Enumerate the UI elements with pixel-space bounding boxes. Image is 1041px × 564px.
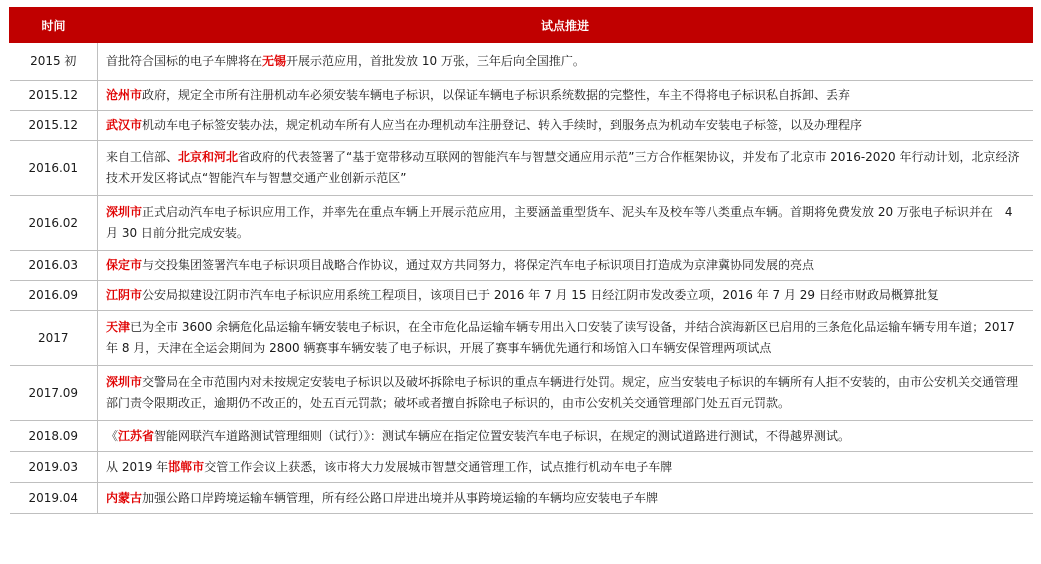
table-body — [10, 43, 1033, 514]
row-content — [98, 141, 1033, 196]
content-text: 与交投集团签署汽车电子标识项目战略合作协议，通过双方共同努力，将保定汽车电子标识项目打造成为京津冀协同发展的亮点 — [142, 258, 815, 272]
content-text: 首批符合国标的电子车牌将在 — [106, 54, 263, 68]
highlight-location: 武汉市 — [106, 118, 143, 132]
content-text: 省政府的代表签署了“基于宽带移动互联网的智能汽车与智慧交通应用示范”三方合作框架协议，并发布了北京市 2016-2020 年行动计划，北京经济技术开发区将试点“智能汽车与智慧交通产业创新示范区” — [106, 150, 1020, 185]
highlight-location: 深圳市 — [106, 375, 143, 389]
table-row — [10, 366, 1033, 421]
row-time: 2017 — [10, 311, 98, 366]
row-time: 2019.03 — [10, 452, 98, 483]
highlight-location: 天津 — [106, 320, 131, 334]
row-time: 2016.01 — [10, 141, 98, 196]
row-content — [98, 81, 1033, 111]
row-time: 2016.02 — [10, 196, 98, 251]
table-row — [10, 483, 1033, 514]
content-text: 智能网联汽车道路测试管理细则（试行）》：测试车辆应在指定位置安装汽车电子标识，在规定的测试道路进行测试，不得越界测试。 — [154, 428, 851, 443]
row-content — [98, 196, 1033, 251]
row-time: 2017.09 — [10, 366, 98, 421]
table-row — [10, 81, 1033, 111]
table-row — [10, 251, 1033, 281]
table-header-row — [10, 8, 1033, 43]
row-content — [98, 281, 1033, 311]
content-text: 公安局拟建设江阴市汽车电子标识应用系统工程项目，该项目已于 2016 年 7 月 15 日经江阴市发改委立项，2016 年 7 月 29 日经市财政局概算批复 — [142, 288, 939, 302]
pilot-timeline-table — [9, 7, 1033, 514]
row-time: 2016.09 — [10, 281, 98, 311]
table-row — [10, 281, 1033, 311]
table-row — [10, 196, 1033, 251]
table-row — [10, 452, 1033, 483]
highlight-location: 邯郸市 — [168, 459, 205, 474]
content-text: 从 2019 年 — [106, 459, 169, 474]
content-text: 已为全市 3600 余辆危化品运输车辆安装电子标识，在全市危化品运输车辆专用出入口安装了读写设备，并结合滨海新区已启用的三条危化品运输车辆专用车道；2017 年 8 月，天津在全运会期间为 2800 辆赛事车辆安装了电子标识，开展了赛事车辆优先通行和场馆入口车辆安保管理两项试点 — [106, 320, 1015, 355]
row-content — [98, 251, 1033, 281]
table-row — [10, 43, 1033, 81]
content-text: 来自工信部、 — [106, 150, 179, 164]
content-text: 政府，规定全市所有注册机动车必须安装车辆电子标识，以保证车辆电子标识系统数据的完整性，车主不得将电子标识私自拆卸、丢弃 — [142, 88, 851, 102]
row-content — [98, 311, 1033, 366]
row-time: 2015 初 — [10, 43, 98, 81]
table-row — [10, 421, 1033, 452]
content-text: 交管工作会议上获悉，该市将大力发展城市智慧交通管理工作，试点推行机动车电子车牌 — [204, 459, 673, 474]
row-content — [98, 452, 1033, 483]
table-row — [10, 141, 1033, 196]
content-text: 正式启动汽车电子标识应用工作，并率先在重点车辆上开展示范应用，主要涵盖重型货车、泥头车及校车等八类重点车辆。首期将免费发放 20 万张电子标识并在 4 月 30 日前分批完成安装。 — [106, 205, 1013, 240]
row-content — [98, 421, 1033, 452]
highlight-location: 北京和河北 — [178, 150, 239, 164]
row-content — [98, 483, 1033, 514]
highlight-location: 内蒙古 — [106, 490, 143, 505]
highlight-location: 无锡 — [262, 54, 287, 68]
content-text: 开展示范应用，首批发放 10 万张，三年后向全国推广。 — [286, 54, 585, 68]
header-content: 试点推进 — [98, 8, 1033, 43]
highlight-location: 江苏省 — [118, 428, 155, 443]
content-text: 机动车电子标签安装办法，规定机动车所有人应当在办理机动车注册登记、转入手续时，到服务点为机动车安装电子标签，以及办理程序 — [142, 118, 863, 132]
row-content — [98, 43, 1033, 81]
table-row — [10, 111, 1033, 141]
row-time: 2015.12 — [10, 81, 98, 111]
content-text: 交警局在全市范围内对未按规定安装电子标识以及破坏拆除电子标识的重点车辆进行处罚。规定，应当安装电子标识的车辆所有人拒不安装的，由市公安机关交通管理部门责令限期改正，逾期仍不改正的，处五百元罚款；破坏或者擅自拆除电子标识的，由市公安机关交通管理部门处五百元罚款。 — [106, 375, 1019, 410]
table-row — [10, 311, 1033, 366]
row-time: 2018.09 — [10, 421, 98, 452]
highlight-location: 沧州市 — [106, 88, 143, 102]
row-content — [98, 111, 1033, 141]
highlight-location: 保定市 — [106, 258, 143, 272]
row-content — [98, 366, 1033, 421]
content-text: 加强公路口岸跨境运输车辆管理，所有经公路口岸进出境并从事跨境运输的车辆均应安装电子车牌 — [142, 490, 659, 505]
content-text: 《 — [106, 428, 119, 443]
row-time: 2015.12 — [10, 111, 98, 141]
highlight-location: 江阴市 — [106, 288, 143, 302]
highlight-location: 深圳市 — [106, 205, 143, 219]
header-time: 时间 — [10, 8, 98, 43]
row-time: 2016.03 — [10, 251, 98, 281]
row-time: 2019.04 — [10, 483, 98, 514]
